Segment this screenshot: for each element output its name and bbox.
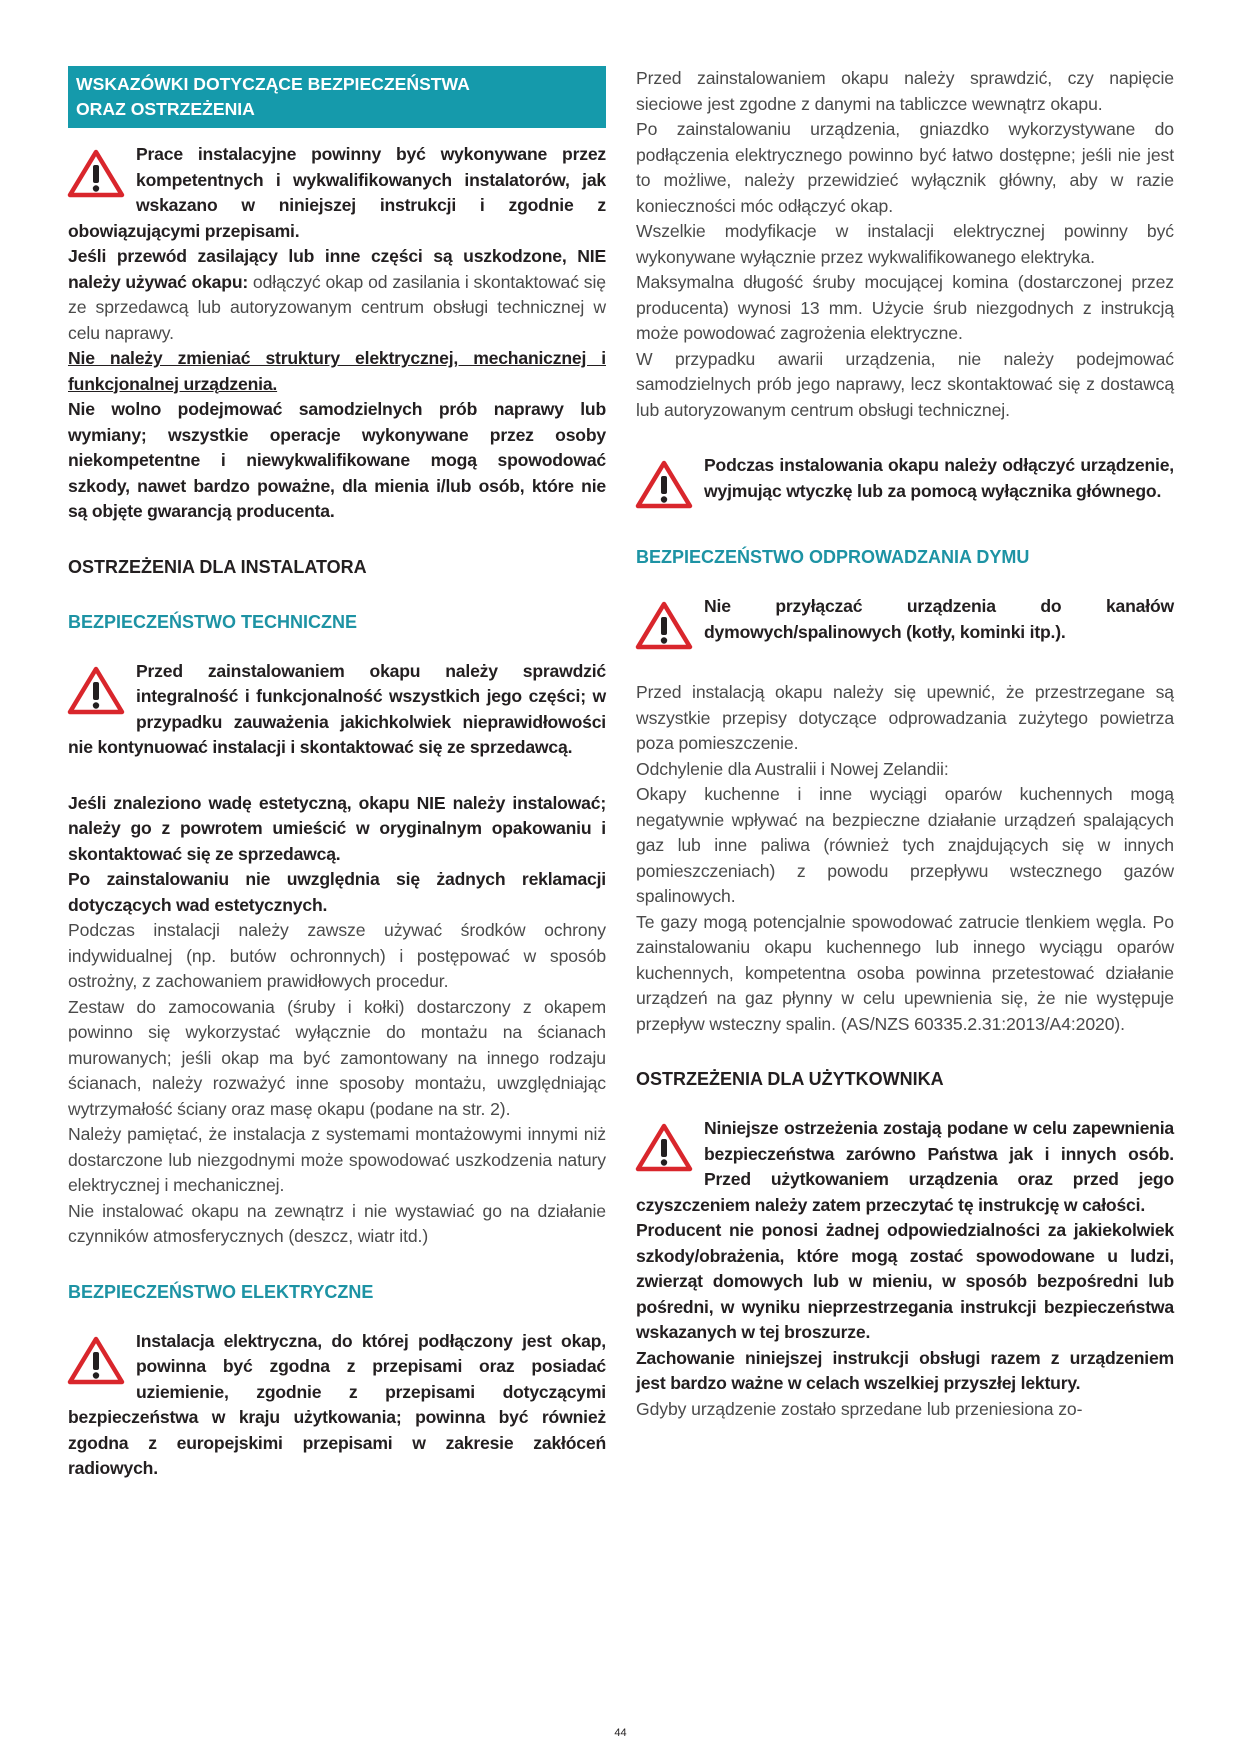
warning-triangle-icon [66,665,126,717]
paragraph-carbon-monoxide: Te gazy mogą potencjalnie spowodować zatrucie tlenkiem węgla. Po zainstalowaniu okapu kuchennego lub innego wyciągu oparów kuchennych, kompetentna osoba powinna przetestować działanie urządzeń na gaz płynny w celu upewnienia się, że nie występuje przepływ wsteczny spalin. (AS/NZS 60335.2.31:2013/A4:2020). [636,911,1174,1034]
banner-title-line1: WSKAZÓWKI DOTYCZĄCE BEZPIECZEŃSTWA [76,74,470,94]
heading-technical-safety: BEZPIECZEŃSTWO TECHNICZNE [68,611,358,632]
paragraph-no-repair: Nie wolno podejmować samodzielnych prób naprawy lub wymiany; wszystkie operacje wykonywane przez osoby niekompetentne i niewykwalifikowane mogą spowodować szkody, nawet bardzo poważne, dla mienia i/lub osób, które nie są objęte gwarancją producenta. [68,399,606,521]
paragraph-backflow: Okapy kuchenne i inne wyciągi oparów kuchennych mogą negatywnie wpływać na bezpieczne działanie urządzeń spalających gaz lub inne paliwa (również tych znajdujących się w innych pomieszczeniach) z powodu przepływu wstecznego gazów spalinowych. [636,784,1174,906]
warning-triangle-icon [66,148,126,200]
paragraph-aesthetic-defect: Jeśli znaleziono wadę estetyczną, okapu NIE należy instalować; należy go z powrotem umieścić w oryginalnym opakowaniu i skontaktować się ze sprzedawcą. [68,792,606,864]
warning-block-technical [68,659,606,761]
heading-smoke-safety: BEZPIECZEŃSTWO ODPROWADZANIA DYMU [636,547,1030,567]
paragraph-failure: W przypadku awarii urządzenia, nie należy podejmować samodzielnych prób jego naprawy, lecz skontaktować się z dostawcą lub autoryzowanym centrum obsługi technicznej. [636,348,1174,420]
paragraph-ppe: Podczas instalacji należy zawsze używać środków ochrony indywidualnej (np. butów ochronnych) i postępować w sposób ostrożny, z zachowaniem prawidłowych procedur. [68,920,606,991]
paragraph-keep-manual: Zachowanie niniejszej instrukcji obsługi razem z urządzeniem jest bardzo ważne w celach wszelkiej przyszłej lektury. [636,1347,1174,1393]
page-number: 44 [614,1727,627,1739]
warning-text: Nie przyłączać urządzenia do kanałów dymowych/spalinowych (kotły, kominki itp.). [704,596,1174,642]
paragraph-fixing-kit: Zestaw do zamocowania (śruby i kołki) dostarczony z okapem powinno się wykorzystać wyłącznie do montażu na ścianach murowanych; jeśli okap ma być zamontowany na innego rodzaju ścianach, należy rozważyć inne sposoby montażu, uwzględniając wytrzymałość ściany oraz masę okapu (podane na str. 2). [68,996,606,1119]
banner-title-line2: ORAZ OSTRZEŻENIA [76,99,255,119]
heading-electrical-safety: BEZPIECZEŃSTWO ELEKTRYCZNE [68,1281,374,1302]
warning-block-user [636,1116,1174,1218]
warning-triangle-icon [634,1122,694,1174]
paragraph-socket: Po zainstalowaniu urządzenia, gniazdko wykorzystywane do podłączenia elektrycznego powinno być łatwo dostępne; jeśli nie jest to możliwe, należy przewidzieć wyłącznik główny, aby w razie konieczności móc odłączyć okap. [636,119,1174,216]
heading-installer-warnings: OSTRZEŻENIA DLA INSTALATORA [68,556,367,577]
paragraph-modifications: Wszelkie modyfikacje w instalacji elektrycznej powinny być wykonywane wyłącznie przez wykwalifikowanego elektryka. [636,221,1174,267]
paragraph-damaged-cable: Jeśli przewód zasilający lub inne części są uszkodzone, NIE należy używać okapu: odłączyć okap od zasilania i skontaktować się ze sprzedawcą lub autoryzowanym centrum obsługi technicznej w celu naprawy. [68,246,606,343]
left-column [68,66,606,1482]
warning-block-disconnect [636,453,1174,504]
paragraph-exhaust-rules: Przed instalacją okapu należy się upewnić, że przestrzegane są wszystkie przepisy dotyczące odprowadzania zużytego powietrza poza pomieszczenie. [636,682,1174,753]
paragraph-liability: Producent nie ponosi żadnej odpowiedzialności za jakiekolwiek szkody/obrażenia, które mogą zostać spowodowane u ludzi, zwierząt domowych lub w mieniu, w sposób bezpośredni lub pośredni, w wyniku nieprzestrzegania instrukcji bezpieczeństwa wskazanych w tej broszurze. [636,1220,1174,1342]
warning-text: Niniejsze ostrzeżenia zostają podane w celu zapewnienia bezpieczeństwa zarówno Państwa jak i innych osób. Przed użytkowaniem urządzenia oraz przed jego czyszczeniem należy zatem przeczytać tę instrukcję w całości. [636,1118,1174,1215]
warning-block-electrical [68,1329,606,1482]
paragraph-outdoor: Nie instalować okapu na zewnątrz i nie wystawiać go na działanie czynników atmosferycznych (deszcz, wiatr itd.) [68,1200,606,1246]
paragraph-no-modify: Nie należy zmieniać struktury elektrycznej, mechanicznej i funkcjonalnej urządzenia. [68,348,606,394]
paragraph-mounting-systems: Należy pamiętać, że instalacja z systemami montażowymi innymi niż dostarczone lub niezgodnymi może spowodować uszkodzenia natury elektrycznej i mechanicznej. [68,1124,606,1195]
warning-text: Instalacja elektryczna, do której podłączony jest okap, powinna być zgodna z przepisami oraz posiadać uziemienie, zgodnie z przepisami dotyczącymi bezpieczeństwa w kraju użytkowania; powinna być również zgodna z europejskimi przepisami w zakresie zakłóceń radiowych. [68,1330,606,1478]
warning-text: Prace instalacyjne powinny być wykonywane przez kompetentnych i wykwalifikowanych instalatorów, jak wskazano w niniejszej instrukcji i zgodnie z obowiązującymi przepisami. [68,144,606,241]
warning-block-flues [636,594,1174,645]
paragraph-voltage: Przed zainstalowaniem okapu należy sprawdzić, czy napięcie sieciowe jest zgodne z danymi na tabliczce wewnątrz okapu. [636,68,1174,114]
warning-triangle-icon [634,600,694,652]
section-banner [68,66,606,128]
heading-user-warnings: OSTRZEŻENIA DLA UŻYTKOWNIKA [636,1069,944,1089]
warning-text: Przed zainstalowaniem okapu należy sprawdzić integralność i funkcjonalność wszystkich jego części; w przypadku zauważenia jakichkolwiek nieprawidłowości nie kontynuować instalacji i skontaktować się ze sprzedawcą. [68,660,606,757]
paragraph-no-claims: Po zainstalowaniu nie uwzględnia się żadnych reklamacji dotyczących wad estetycznych. [68,869,606,915]
paragraph-au-nz: Odchylenie dla Australii i Nowej Zelandii: [636,758,949,779]
warning-text: Podczas instalowania okapu należy odłączyć urządzenie, wyjmując wtyczkę lub za pomocą wyłącznika głównego. [704,455,1174,501]
warning-triangle-icon [66,1335,126,1387]
warning-triangle-icon [634,459,694,511]
warning-block-general [68,142,606,525]
right-column [636,66,1174,1422]
paragraph-screw-length: Maksymalna długość śruby mocującej komina (dostarczonej przez producenta) wynosi 13 mm. Użycie śrub niezgodnych z instrukcją może powodować zagrożenia elektryczne. [636,272,1174,343]
paragraph-sold-transferred: Gdyby urządzenie zostało sprzedane lub przeniesiona zo- [636,1398,1083,1419]
